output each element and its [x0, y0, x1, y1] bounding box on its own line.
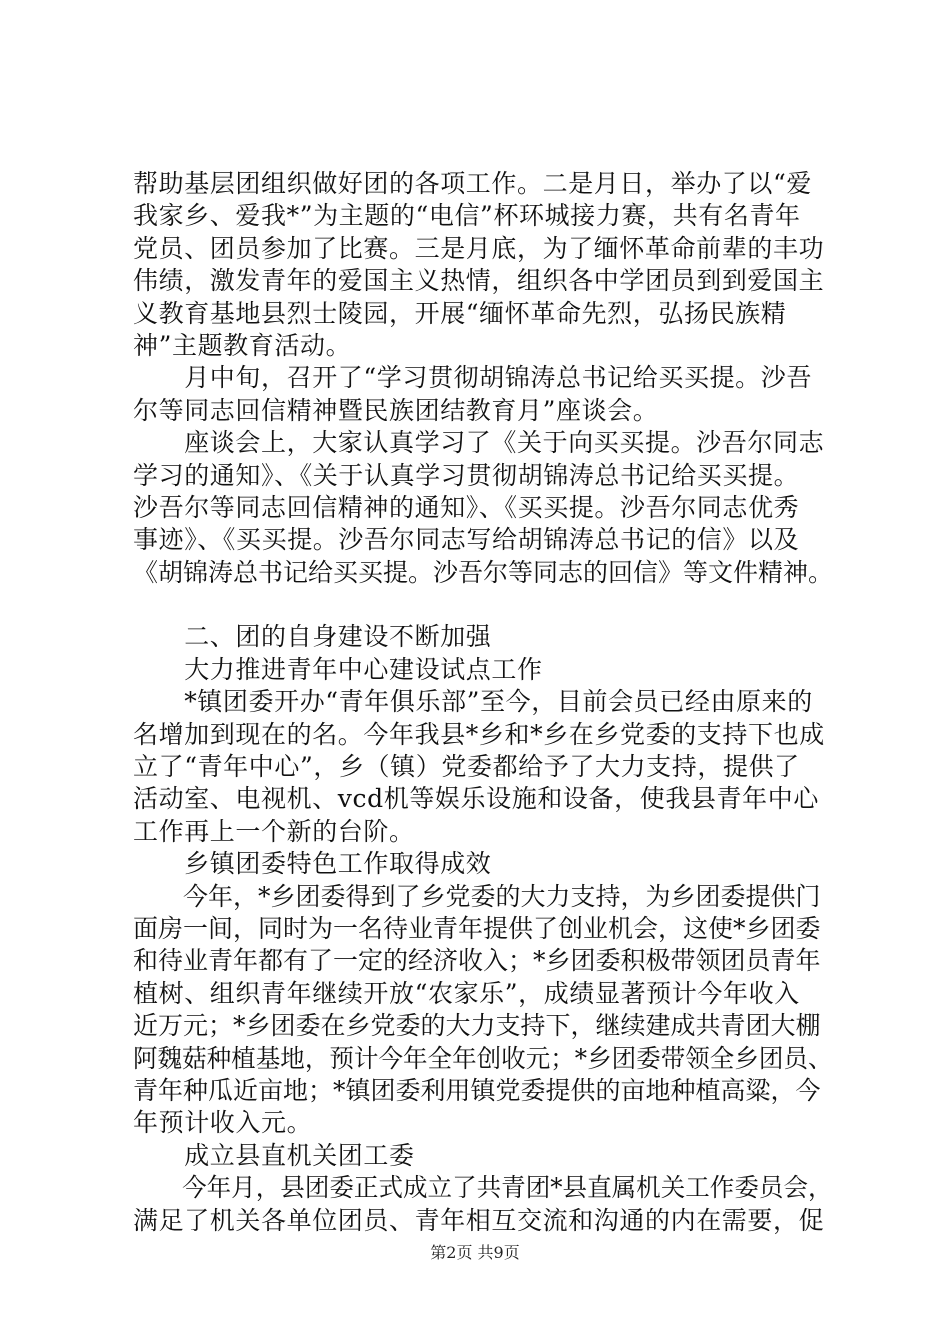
text-line: 神”主题教育活动。	[133, 330, 352, 360]
text-line: 我家乡、爱我*”为主题的“电信”杯环城接力赛，共有名青年	[133, 201, 801, 231]
text-line: 帮助基层团组织做好团的各项工作。二是月日，举办了以“爱	[133, 169, 812, 198]
document-body	[133, 168, 833, 1237]
text-line: 青年种瓜近亩地；*镇团委利用镇党委提供的亩地种植高粱，今	[133, 1075, 821, 1105]
text-line: 乡镇团委特色工作取得成效	[133, 849, 492, 879]
text-line: 事迹》、《买买提。沙吾尔同志写给胡锦涛总书记的信》以及	[133, 525, 800, 555]
text-line: 活动室、电视机、vcd机等娱乐设施和设备，使我县青年中心	[133, 784, 819, 814]
text-line: 和待业青年都有了一定的经济收入；*乡团委积极带领团员青年	[133, 946, 821, 976]
text-line: 二、团的自身建设不断加强	[133, 622, 492, 652]
text-line: 尔等同志回信精神暨民族团结教育月”座谈会。	[133, 395, 659, 425]
text-line: 今年月，县团委正式成立了共青团*县直属机关工作委员会，	[133, 1173, 833, 1203]
text-line: 阿魏菇种植基地，预计今年全年创收元；*乡团委带领全乡团员、	[133, 1043, 833, 1073]
text-line: 今年，*乡团委得到了乡党委的大力支持，为乡团委提供门	[133, 881, 821, 911]
text-line: 年预计收入元。	[133, 1108, 313, 1138]
text-line: *镇团委开办“青年俱乐部”至今，目前会员已经由原来的	[133, 687, 813, 717]
text-line: 名增加到现在的名。今年我县*乡和*乡在乡党委的支持下也成	[133, 719, 825, 749]
blank-line	[133, 589, 833, 621]
text-line: 立了“青年中心”，乡（镇）党委都给予了大力支持，提供了	[133, 752, 800, 782]
text-line: 党员、团员参加了比赛。三是月底，为了缅怀革命前辈的丰功	[133, 233, 825, 263]
text-line: 工作再上一个新的台阶。	[133, 816, 415, 846]
text-line: 植树、组织青年继续开放“农家乐”，成绩显著预计今年收入	[133, 978, 800, 1008]
page-footer: 第2页 共9页	[430, 1243, 520, 1262]
text-line: 月中旬，召开了“学习贯彻胡锦涛总书记给买买提。沙吾	[133, 363, 812, 393]
text-line: 近万元；*乡团委在乡党委的大力支持下，继续建成共青团大棚	[133, 1011, 821, 1041]
text-line: 沙吾尔等同志回信精神的通知》、《买买提。沙吾尔同志优秀	[133, 492, 800, 522]
text-line: 面房一间，同时为一名待业青年提供了创业机会，这使*乡团委	[133, 913, 821, 943]
text-line: 义教育基地县烈士陵园，开展“缅怀革命先烈，弘扬民族精	[133, 298, 787, 328]
text-line: 《胡锦涛总书记给买买提。沙吾尔等同志的回信》等文件精神。	[133, 557, 834, 587]
text-line: 成立县直机关团工委	[133, 1140, 415, 1170]
text-line: 学习的通知》、《关于认真学习贯彻胡锦涛总书记给买买提。	[133, 460, 800, 490]
text-line: 大力推进青年中心建设试点工作	[133, 654, 543, 684]
text-line: 满足了机关各单位团员、青年相互交流和沟通的内在需要，促	[133, 1205, 825, 1235]
text-line: 伟绩，激发青年的爱国主义热情，组织各中学团员到到爱国主	[133, 266, 825, 296]
text-line: 座谈会上，大家认真学习了《关于向买买提。沙吾尔同志	[133, 428, 825, 458]
